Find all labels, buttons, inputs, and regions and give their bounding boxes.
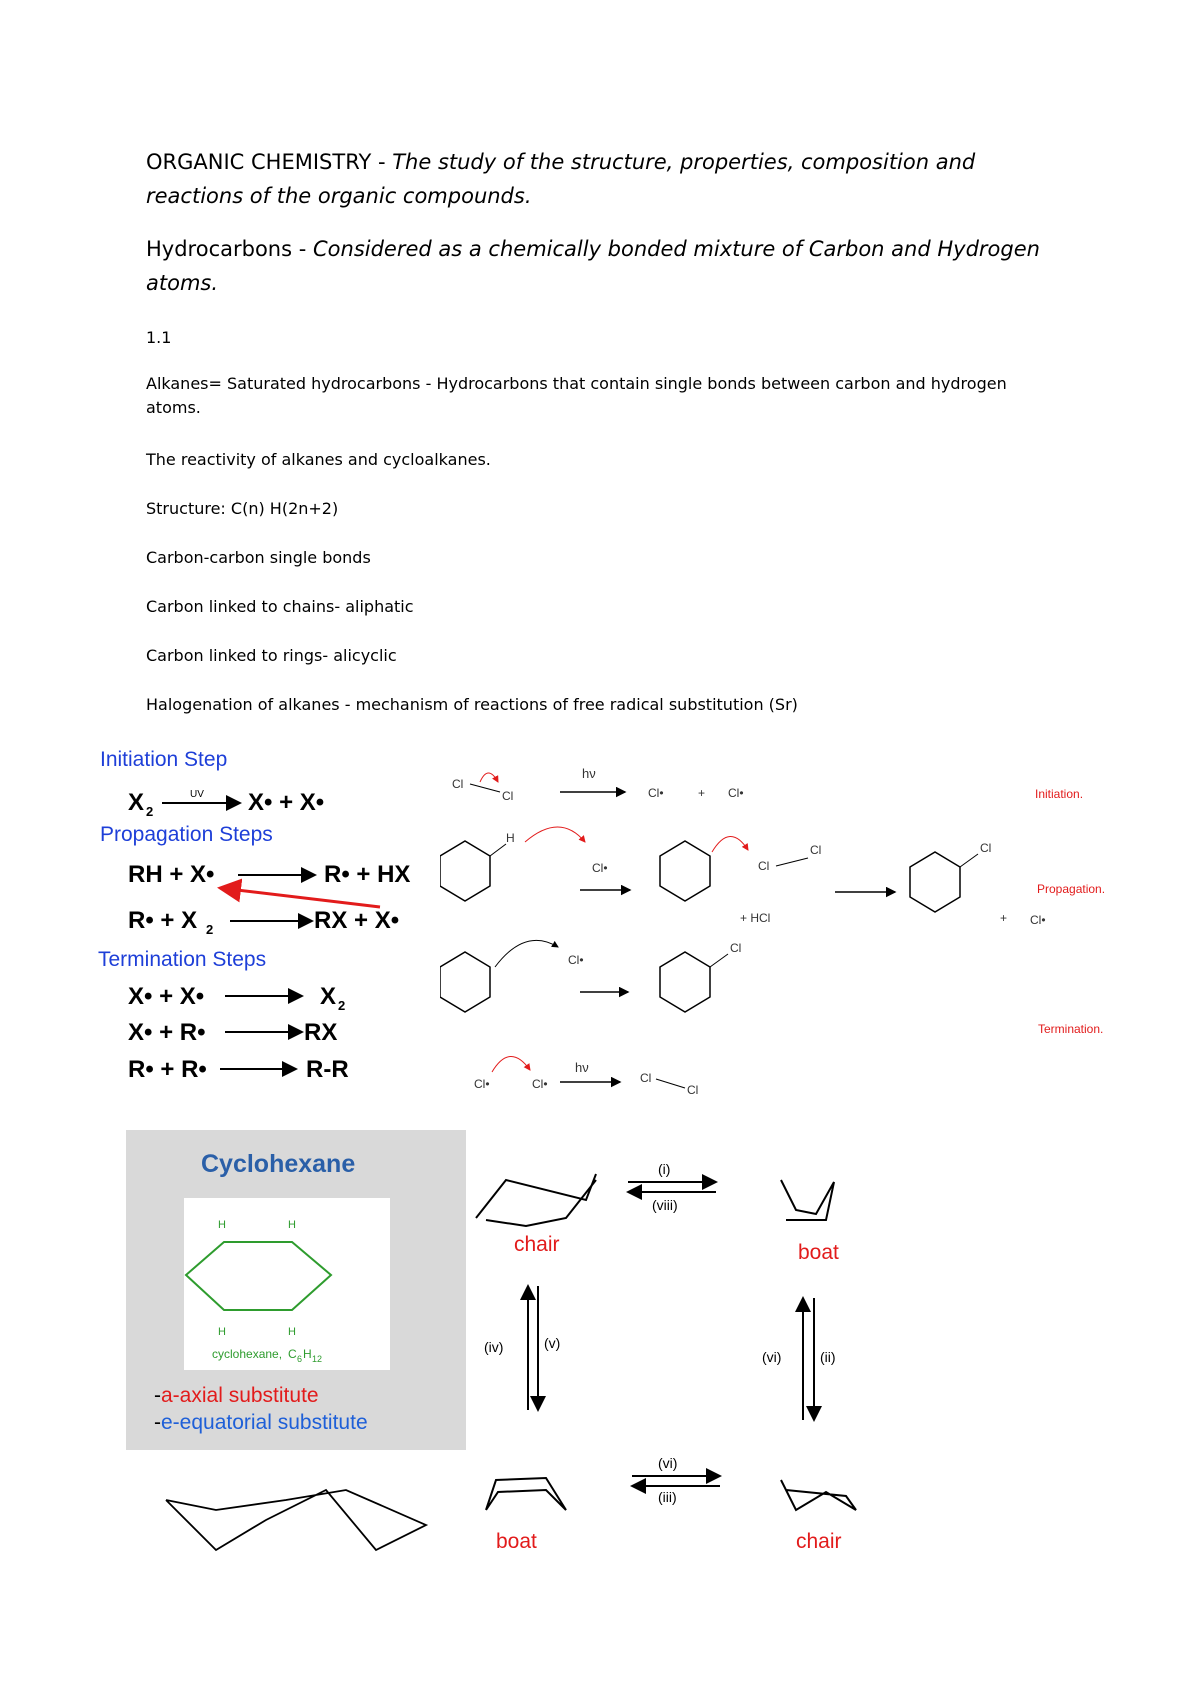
c-cl-bond-1 (960, 854, 978, 867)
definition-organic-chemistry: The study of the structure, properties, composition and reactions of the organic compounds. (146, 150, 976, 208)
eq-term3-left: R• + R• (128, 1056, 207, 1083)
label-ii: (ii) (820, 1349, 836, 1365)
cl-dot-7: Cl• (532, 1077, 548, 1091)
green-h-3: H (218, 1326, 226, 1338)
green-h-1: H (218, 1219, 226, 1231)
line-cc-bonds: Carbon-carbon single bonds (146, 548, 371, 567)
term-organic-chemistry: ORGANIC CHEMISTRY - (146, 150, 386, 174)
caption-sub1: 6 (297, 1354, 303, 1364)
cl-1: Cl (452, 777, 464, 791)
cl-cl-bond-2 (776, 858, 808, 866)
label-iv: (iv) (484, 1339, 504, 1355)
cl-dot-4: Cl• (1030, 913, 1046, 927)
eq-prop1-left: RH + X• (128, 861, 215, 888)
hv-2: hν (575, 1060, 589, 1075)
eq-init-products: X• + X• (248, 789, 325, 816)
red-feedback-arrow (220, 888, 380, 907)
cyclohexane-ring-2 (660, 841, 710, 901)
uv-label: UV (190, 789, 204, 800)
cl-dot-1: Cl• (648, 786, 664, 800)
free-radical-mechanism-figure (90, 742, 450, 1092)
eq-term2-right: RX (304, 1019, 338, 1046)
equatorial-text: e-equatorial substitute (161, 1411, 368, 1434)
eq-term3-right: R-R (306, 1056, 349, 1083)
green-h-4: H (288, 1326, 296, 1338)
cyclohexane-title: Cyclohexane (201, 1150, 356, 1178)
intro-hydrocarbons (146, 232, 1046, 300)
eq-prop2-left: R• + X (128, 907, 198, 934)
label-v: (v) (544, 1335, 561, 1351)
eq-init-x: X (128, 789, 145, 816)
eq-init-sub: 2 (146, 804, 154, 819)
termination-heading: Termination Steps (98, 948, 267, 971)
line-rings: Carbon linked to rings- alicyclic (146, 646, 397, 665)
cl-cl-bond-3 (656, 1079, 685, 1088)
cyclohexane-chlorination-figure (440, 742, 1130, 1097)
cl-4: Cl (810, 843, 822, 857)
label-termination: Termination. (1038, 1022, 1104, 1036)
cyclohexane-conformations-figure (126, 1130, 870, 1606)
cl-3: Cl (758, 859, 770, 873)
half-arrow (495, 940, 558, 967)
eq-term1-x: X (320, 983, 337, 1010)
cl-dot-5: Cl• (568, 953, 584, 967)
label-initiation: Initiation. (1035, 787, 1084, 801)
caption-sub2: 12 (312, 1354, 323, 1364)
initiation-heading: Initiation Step (100, 748, 228, 771)
plus-2: + (1000, 911, 1008, 925)
cl-dot-6: Cl• (474, 1077, 490, 1091)
cl-7: Cl (640, 1071, 652, 1085)
boat-label-2: boat (496, 1530, 537, 1553)
cl-2: Cl (502, 789, 514, 803)
cl-8: Cl (687, 1083, 699, 1097)
chair-label-2: chair (796, 1530, 842, 1553)
hcl-label: + HCl (740, 911, 771, 925)
eq-term1-left: X• + X• (128, 983, 205, 1010)
h-atom: H (506, 831, 515, 845)
c-cl-bond-2 (710, 954, 728, 967)
chair-h-panel (126, 1450, 456, 1600)
eq-prop2-sub: 2 (206, 922, 214, 937)
cl-dot-3: Cl• (592, 861, 608, 875)
hv-1: hν (582, 766, 596, 781)
cyclohexane-ring-4 (440, 952, 490, 1012)
structural-formula-box (184, 1198, 390, 1370)
boat-label-1: boat (798, 1241, 839, 1264)
plus-1: + (698, 786, 706, 800)
c-h-bond (490, 844, 506, 856)
label-vi-2: (vi) (658, 1455, 678, 1471)
label-vi: (vi) (762, 1349, 782, 1365)
caption: cyclohexane, (212, 1347, 283, 1361)
term-hydrocarbons: Hydrocarbons - (146, 237, 307, 261)
axial-label (154, 1384, 319, 1407)
cyclohexane-ring-5 (660, 952, 710, 1012)
line-alkanes: Alkanes= Saturated hydrocarbons - Hydrocarbons that contain single bonds between carbon and hydrogen atoms. (146, 374, 1007, 417)
section-number: 1.1 (146, 328, 172, 347)
cyclohexane-ring-1 (440, 841, 490, 901)
eq-prop2-right: RX + X• (314, 907, 400, 934)
caption-c: C (288, 1347, 297, 1361)
chair-label-1: chair (514, 1233, 560, 1256)
definition-hydrocarbons: Considered as a chemically bonded mixture of Carbon and Hydrogen atoms. (146, 237, 1040, 295)
label-i: (i) (658, 1161, 671, 1177)
line-structure: Structure: C(n) H(2n+2) (146, 499, 339, 518)
red-curly-arrow-3 (712, 836, 748, 852)
cl-6: Cl (730, 941, 742, 955)
eq-prop1-right: R• + HX (324, 861, 411, 888)
eq-term1-sub: 2 (338, 998, 346, 1013)
caption-h: H (303, 1347, 312, 1361)
intro-organic-chemistry (146, 145, 1046, 213)
red-curly-arrow-2 (525, 827, 585, 842)
cl-5: Cl (980, 841, 992, 855)
equatorial-label (154, 1411, 368, 1434)
axial-text: a-axial substitute (161, 1384, 319, 1407)
line-reactivity: The reactivity of alkanes and cycloalkanes. (146, 450, 491, 469)
propagation-heading: Propagation Steps (100, 823, 273, 846)
axial-dash: - (154, 1384, 161, 1407)
cl-cl-bond (470, 784, 500, 792)
red-curly-arrow-1 (480, 773, 498, 782)
label-viii: (viii) (652, 1197, 678, 1213)
line-chains: Carbon linked to chains- aliphatic (146, 597, 414, 616)
green-h-2: H (288, 1219, 296, 1231)
equatorial-dash: - (154, 1411, 161, 1434)
red-curly-arrow-4 (492, 1056, 530, 1072)
eq-term2-left: X• + R• (128, 1019, 206, 1046)
label-propagation: Propagation. (1037, 882, 1106, 896)
label-iii: (iii) (658, 1489, 677, 1505)
cl-dot-2: Cl• (728, 786, 744, 800)
line-halogenation: Halogenation of alkanes - mechanism of reactions of free radical substitution (Sr) (146, 695, 798, 714)
cyclohexane-ring-3 (910, 852, 960, 912)
